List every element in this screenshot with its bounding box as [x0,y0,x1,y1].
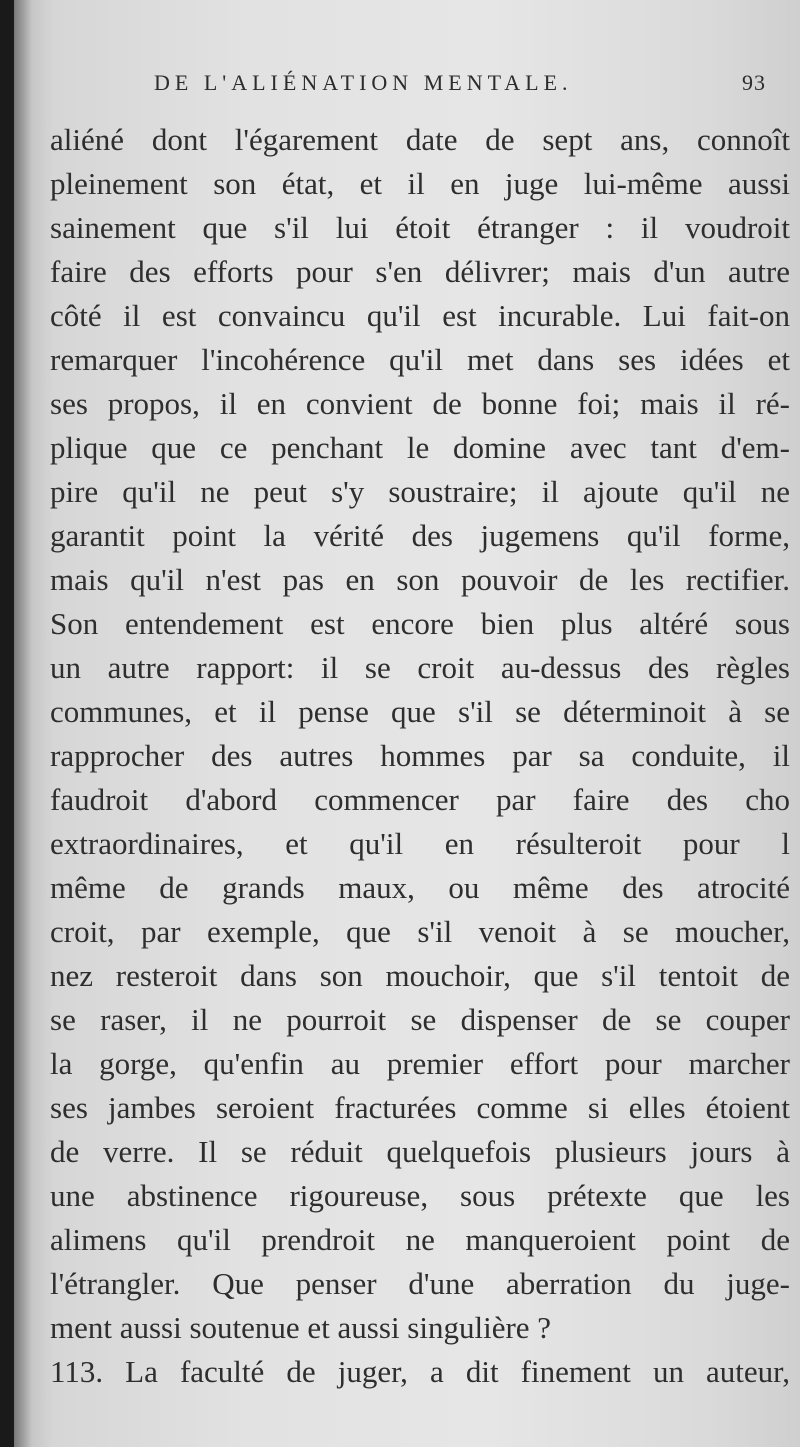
text-line: de verre. Il se réduit quelquefois plusieurs jours à [50,1134,790,1169]
text-line: ses jambes seroient fracturées comme si elles étoient [50,1090,790,1125]
text-line: la gorge, qu'enfin au premier effort pour marcher [50,1046,790,1081]
text-line: Son entendement est encore bien plus altéré sous [50,606,790,641]
text-line: communes, et il pense que s'il se déterminoit à se [50,694,790,729]
text-line: l'étrangler. Que penser d'une aberration du juge- [50,1266,790,1301]
text-line: extraordinaires, et qu'il en résulteroit pour l [50,826,790,861]
text-line: pire qu'il ne peut s'y soustraire; il ajoute qu'il ne [50,474,790,509]
text-line: même de grands maux, ou même des atrocité [50,870,790,905]
page-header [154,70,766,96]
text-line: faire des efforts pour s'en délivrer; mais d'un autre [50,254,790,289]
book-page [14,0,800,1447]
text-line: faudroit d'abord commencer par faire des cho [50,782,790,817]
text-line: plique que ce penchant le domine avec tant d'em- [50,430,790,465]
text-line: un autre rapport: il se croit au-dessus des règles [50,650,790,685]
text-line: sainement que s'il lui étoit étranger : il voudroit [50,210,790,245]
running-head: DE L'ALIÉNATION MENTALE. [154,70,573,95]
text-line: nez resteroit dans son mouchoir, que s'il tentoit de [50,958,790,993]
text-line: croit, par exemple, que s'il venoit à se moucher, [50,914,790,949]
text-line: mais qu'il n'est pas en son pouvoir de les rectifier. [50,562,790,597]
text-line: alimens qu'il prendroit ne manqueroient point de [50,1222,790,1257]
text-line: pleinement son état, et il en juge lui-même aussi [50,166,790,201]
page-number: 93 [742,70,766,95]
text-line: une abstinence rigoureuse, sous prétexte que les [50,1178,790,1213]
text-line: aliéné dont l'égarement date de sept ans, connoît [50,122,790,157]
text-line: 113. La faculté de juger, a dit finement un auteur, [50,1354,790,1389]
text-line: côté il est convaincu qu'il est incurable. Lui fait-on [50,298,790,333]
text-line: ses propos, il en convient de bonne foi; mais il ré- [50,386,790,421]
text-line: garantit point la vérité des jugemens qu'il forme, [50,518,790,553]
text-line: remarquer l'incohérence qu'il met dans ses idées et [50,342,790,377]
text-line: se raser, il ne pourroit se dispenser de se couper [50,1002,790,1037]
text-line: ment aussi soutenue et aussi singulière ? [50,1310,552,1345]
binding-shadow [14,0,32,1447]
text-line: rapprocher des autres hommes par sa conduite, il [50,738,790,773]
body-text [50,118,790,1394]
